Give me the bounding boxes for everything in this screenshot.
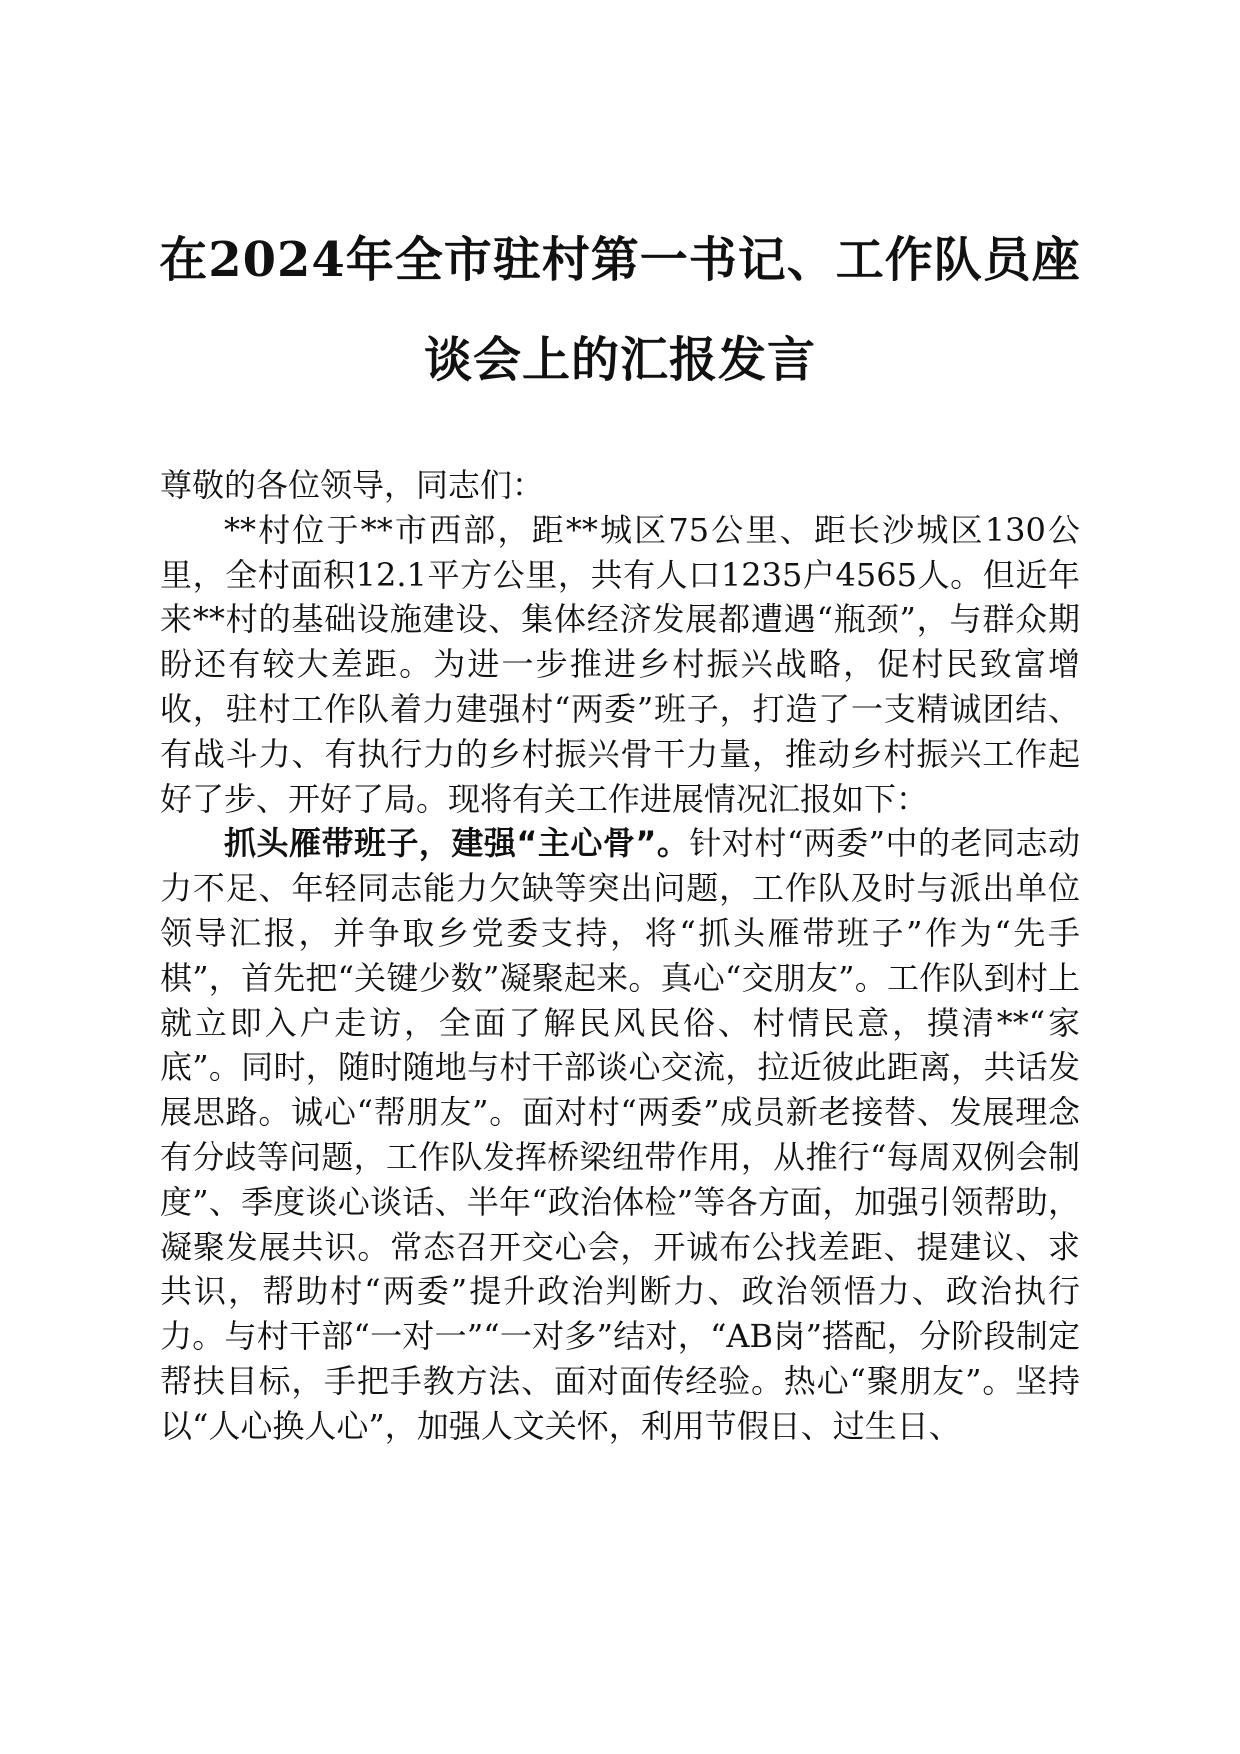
paragraph-section-1 xyxy=(160,821,1080,1448)
paragraph-text: 针对村“两委”中的老同志动力不足、年轻同志能力欠缺等突出问题，工作队及时与派出单位领导汇报，并争取乡党委支持，将“抓头雁带班子”作为“先手棋”，首先把“关键少数”凝聚起来。真心“交朋友”。工作队到村上就立即入户走访，全面了解民风民俗、村情民意，摸清**“家底”。同时，随时随地与村干部谈心交流，拉近彼此距离，共话发展思路。诚心“帮朋友”。面对村“两委”成员新老接替、发展理念有分歧等问题，工作队发挥桥梁纽带作用，从推行“每周双例会制度”、季度谈心谈话、半年“政治体检”等各方面，加强引领帮助，凝聚发展共识。常态召开交心会，开诚布公找差距、提建议、求共识，帮助村“两委”提升政治判断力、政治领悟力、政治执行力。与村干部“一对一”“一对多”结对，“AB岗”搭配，分阶段制定帮扶目标，手把手教方法、面对面传经验。热心“聚朋友”。坚持以“人心换人心”，加强人文关怀，利用节假日、过生日、 xyxy=(160,824,1080,1445)
document-title: 在2024年全市驻村第一书记、工作队员座谈会上的汇报发言 xyxy=(159,232,1081,388)
document-body xyxy=(160,463,1080,1449)
paragraph-text: **村位于**市西部，距**城区75公里、距长沙城区130公里，全村面积12.1平方公里，共有人口1235户4565人。但近年来**村的基础设施建设、集体经济发展都遭遇“瓶颈”，与群众期盼还有较大差距。为进一步推进乡村振兴战略，促村民致富增收，驻村工作队着力建强村“两委”班子，打造了一支精诚团结、有战斗力、有执行力的乡村振兴骨干力量，推动乡村振兴工作起好了步、开好了局。现将有关工作进展情况汇报如下： xyxy=(160,510,1080,818)
salutation: 尊敬的各位领导，同志们： xyxy=(160,466,545,504)
paragraph-lead: 抓头雁带班子，建强“主心骨”。 xyxy=(224,824,690,863)
paragraph-intro xyxy=(160,508,1080,822)
